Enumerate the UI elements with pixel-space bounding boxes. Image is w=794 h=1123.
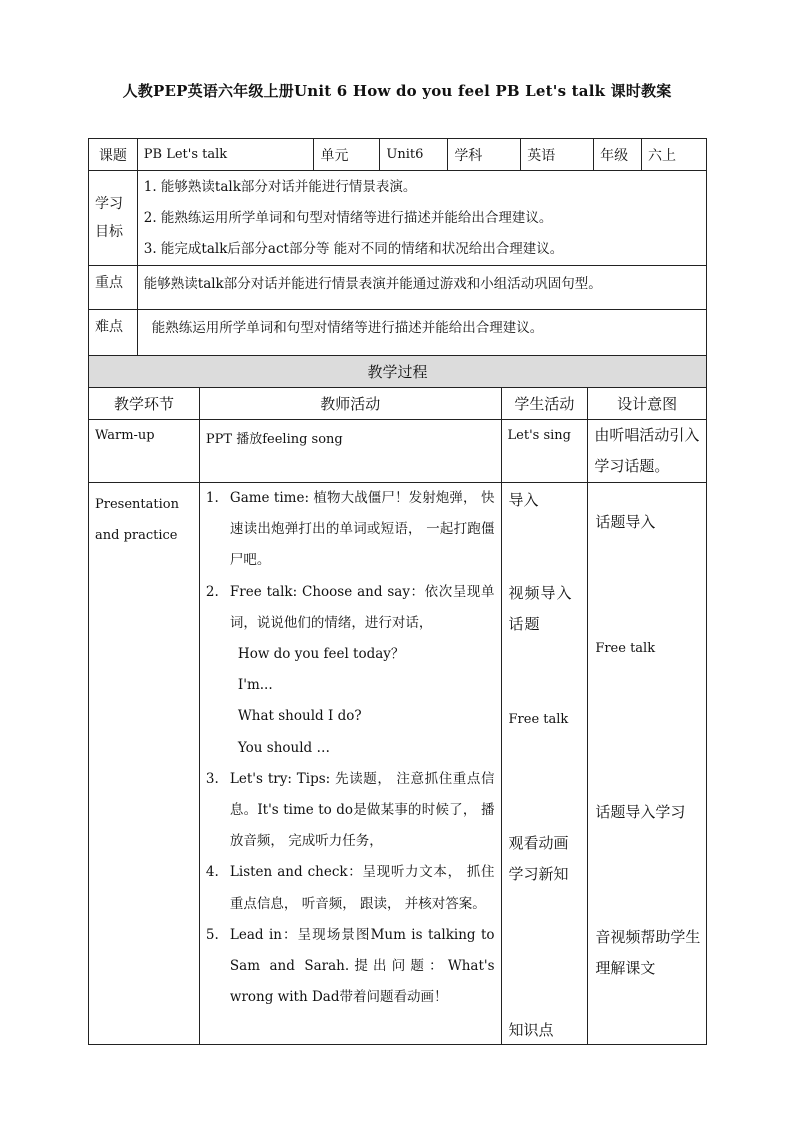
warmup-design: 由听唱活动引入学习话题。 — [588, 420, 707, 483]
design-note: Free talk — [595, 641, 656, 656]
dialogue-line: You should … — [237, 739, 330, 756]
presentation-stage-line-2: and practice — [95, 528, 178, 543]
step-text: Lead in：呈现场景图Mum is talking to Sam and Sarah.提出问题：What's wrong with Dad带着问题看动画！ — [229, 926, 495, 1006]
presentation-teacher — [199, 483, 501, 1045]
design-note: 话题导入学习 — [595, 803, 686, 821]
grade-label: 年级 — [594, 139, 642, 171]
step-number: 4. — [205, 864, 219, 881]
difficulties-label: 难点 — [89, 310, 138, 356]
dialogue-line: I'm... — [237, 677, 273, 694]
difficulties-text: 能熟练运用所学单词和句型对情绪等进行描述并能给出合理建议。 — [137, 310, 706, 356]
teacher-step — [200, 764, 495, 858]
process-heading: 教学过程 — [89, 356, 707, 388]
student-activity: 观看动画学习新知 — [508, 834, 569, 883]
lesson-info-table — [88, 138, 707, 356]
step-number: 2. — [205, 583, 219, 600]
step-number: 3. — [205, 770, 219, 787]
student-activity: 视频导入话题 — [508, 584, 573, 633]
student-activity: 知识点 — [508, 1021, 554, 1039]
presentation-stage — [89, 483, 200, 1045]
key-points-label: 重点 — [89, 266, 138, 310]
step-number: 5. — [205, 926, 219, 943]
presentation-student — [501, 483, 588, 1045]
column-header: 教师活动 — [199, 388, 501, 420]
topic-value: PB Let's talk — [137, 139, 314, 171]
column-header: 设计意图 — [588, 388, 707, 420]
objectives-content — [137, 171, 706, 266]
objective-item: 3. 能完成talk后部分act部分等 能对不同的情绪和状况给出合理建议。 — [143, 241, 564, 257]
subject-label: 学科 — [448, 139, 521, 171]
unit-label: 单元 — [314, 139, 380, 171]
warmup-stage: Warm-up — [89, 420, 200, 483]
grade-value: 六上 — [642, 139, 707, 171]
objective-item: 1. 能够熟读talk部分对话并能进行情景表演。 — [143, 179, 417, 195]
design-note: 音视频帮助学生理解课文 — [595, 928, 701, 977]
step-text: Game time: 植物大战僵尸！发射炮弹， 快速读出炮弹打出的单词或短语， 一起打跑僵尸吧。 — [229, 490, 495, 569]
teacher-step — [200, 483, 495, 577]
objectives-label-line-2: 目标 — [95, 224, 123, 240]
warmup-student: Let's sing — [501, 420, 588, 483]
key-points-text: 能够熟读talk部分对话并能进行情景表演并能通过游戏和小组活动巩固句型。 — [137, 266, 706, 310]
topic-label: 课题 — [89, 139, 138, 171]
teacher-step — [200, 857, 495, 919]
dialogue-line: How do you feel today？ — [237, 646, 405, 663]
objective-item: 2. 能熟练运用所学单词和句型对情绪等进行描述并能给出合理建议。 — [143, 210, 553, 226]
warmup-teacher: PPT 播放feeling song — [199, 420, 501, 483]
student-activity: 导入 — [508, 491, 539, 509]
step-text: Let's try: Tips: 先读题， 注意抓住重点信息。It's time to do是做某事的时候了， 播放音频， 完成听力任务， — [229, 770, 495, 850]
objectives-label — [89, 171, 138, 266]
presentation-stage-line-1: Presentation — [95, 497, 179, 512]
subject-value: 英语 — [521, 139, 594, 171]
step-number: 1. — [205, 490, 219, 506]
teacher-step — [200, 920, 495, 1014]
design-note: 话题导入 — [595, 513, 656, 531]
student-activity: Free talk — [508, 712, 569, 727]
page-title: 人教PEP英语六年级上册Unit 6 How do you feel PB Let's talk 课时教案 — [122, 82, 672, 100]
dialogue-line: What should I do? — [237, 708, 362, 725]
column-header: 教学环节 — [89, 388, 200, 420]
teaching-process-table — [88, 355, 707, 1045]
unit-value: Unit6 — [380, 139, 448, 171]
step-text: Free talk: Choose and say：依次呈现单词，说说他们的情绪，进行对话， — [229, 583, 495, 631]
step-text: Listen and check：呈现听力文本， 抓住重点信息， 听音频， 跟读， 并核对答案。 — [229, 864, 495, 912]
column-header: 学生活动 — [501, 388, 588, 420]
presentation-design — [588, 483, 707, 1045]
teacher-step — [200, 577, 495, 639]
objectives-label-line-1: 学习 — [95, 196, 123, 212]
